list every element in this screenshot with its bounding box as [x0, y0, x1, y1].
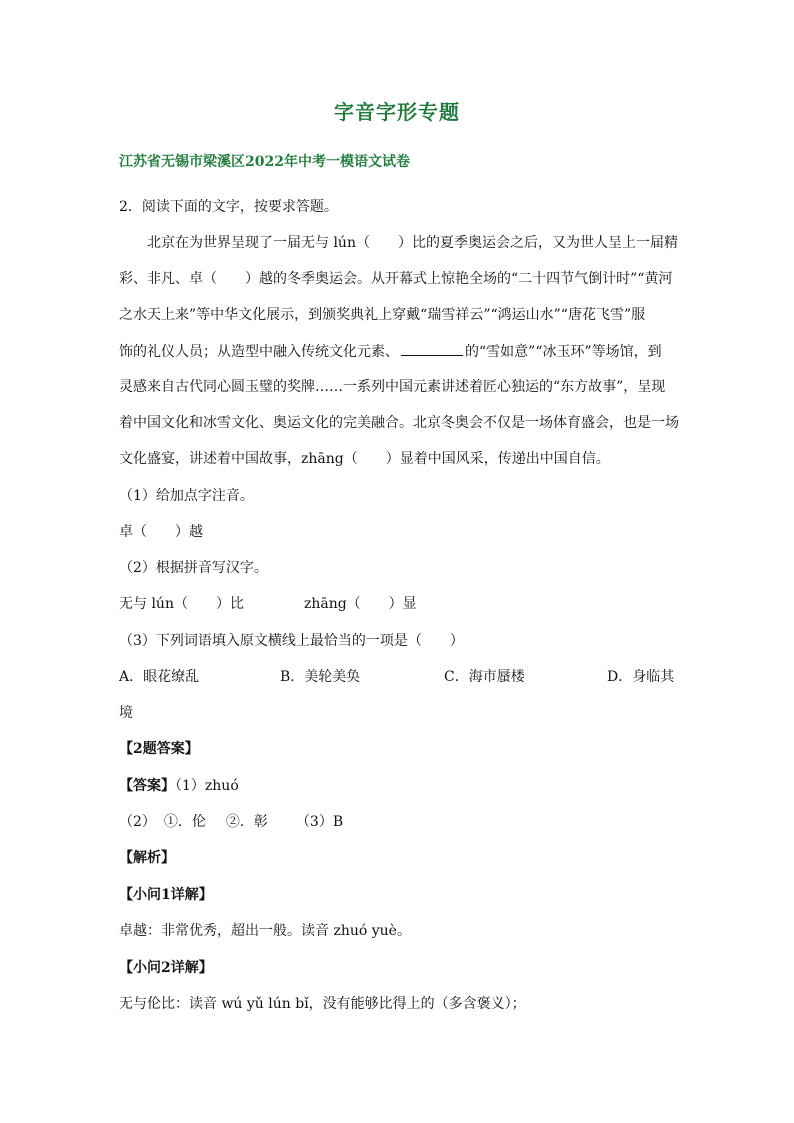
sub-question-1-analysis-header: 【小问1详解】: [119, 887, 213, 903]
answer-part: ①．伦: [163, 814, 206, 830]
analysis-header: 【解析】: [119, 850, 175, 866]
sub-question-2-analysis-header: 【小问2详解】: [119, 960, 213, 976]
fill-in-blank: [401, 341, 463, 356]
sub-question-2: （2）根据拼音写汉字。: [119, 560, 268, 576]
passage-text: 饰的礼仪人员；从造型中融入传统文化元素、: [119, 344, 399, 360]
answer-part: （3）B: [295, 814, 344, 830]
passage-text: 的“雪如意”“冰玉环”等场馆，到: [465, 344, 662, 360]
answer-line-2: [119, 812, 343, 832]
passage-line: 之水天上来”等中华文化展示，到颁奖典礼上穿戴“瑞雪祥云”“鸿运山水”“唐花飞雪”服: [119, 307, 646, 323]
passage-line: 着中国文化和冰雪文化、奥运文化的完美融合。北京冬奥会不仅是一场体育盛会，也是一场: [119, 415, 679, 431]
answer-part: ②．彰: [225, 814, 268, 830]
answer-line-1: [119, 776, 239, 796]
passage-line: 文化盛宴，讲述着中国故事，zhāng（ ）显着中国风采，传递出中国自信。: [119, 451, 610, 467]
option-b: B．美轮美奂: [280, 669, 361, 685]
answer-text: （1）zhuó: [175, 778, 239, 794]
page-title: 字音字形专题: [334, 100, 460, 124]
exam-source-heading: 江苏省无锡市梁溪区2022年中考一模语文试卷: [119, 154, 410, 170]
answer-options: [119, 667, 675, 687]
sub-question-2-analysis: 无与伦比：读音 wú yǔ lún bǐ，没有能够比得上的（多含褒义）；: [119, 996, 526, 1012]
question-stem: 2．阅读下面的文字，按要求答题。: [119, 199, 338, 215]
answer-part: （2）: [119, 814, 156, 830]
sub-question-1-analysis: 卓越：非常优秀，超出一般。读音 zhuó yuè。: [119, 923, 411, 939]
sub-question-1-blank: 卓（ ）越: [119, 524, 203, 540]
blank-zhang: zhāng（ ）显: [303, 596, 417, 612]
sub-question-1: （1）给加点字注音。: [119, 488, 254, 504]
option-d-wrap: 境: [119, 705, 133, 721]
option-a: A．眼花缭乱: [119, 669, 200, 685]
answer-label: 【答案】: [119, 778, 175, 794]
blank-lun: 无与 lún（ ）比: [119, 596, 244, 612]
passage-line: 北京在为世界呈现了一届无与 lún（ ）比的夏季奥运会之后，又为世人呈上一届精: [147, 235, 678, 251]
answer-header: 【2题答案】: [119, 741, 199, 757]
sub-question-3: （3）下列词语填入原文横线上最恰当的一项是（ ）: [119, 633, 464, 649]
option-c: C．海市蜃楼: [444, 669, 525, 685]
sub-question-2-blanks: [119, 594, 417, 614]
option-d: D．身临其: [607, 669, 675, 685]
passage-line: 灵感来自古代同心圆玉璧的奖牌……一系列中国元素讲述着匠心独运的“东方故事”，呈现: [119, 379, 666, 395]
passage-line: 彩、非凡、卓（ ）越的冬季奥运会。从开幕式上惊艳全场的“二十四节气倒计时”“黄河: [119, 271, 673, 287]
passage-line-with-blank: [119, 341, 662, 362]
